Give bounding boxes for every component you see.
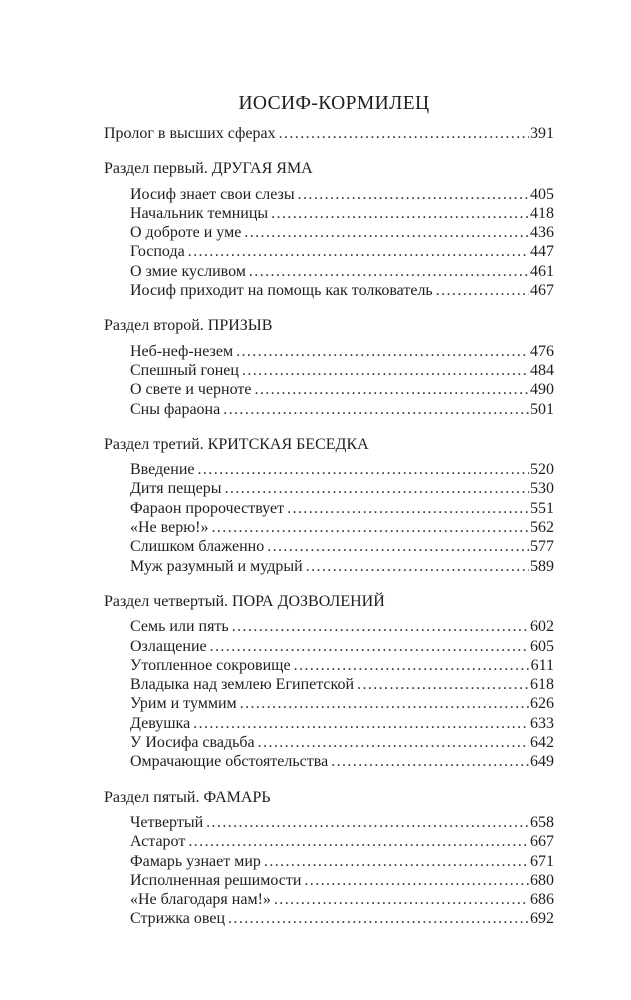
entry-title: Иосиф знает свои слезы	[130, 185, 295, 203]
toc-entry	[104, 281, 554, 300]
toc-entry	[104, 694, 554, 713]
entry-title: У Иосифа свадьба	[130, 734, 255, 752]
entry-title: Озлащение	[130, 637, 207, 655]
entry-title: Начальник темницы	[130, 204, 269, 222]
page-number: 520	[530, 461, 554, 479]
entry-title: Введение	[130, 461, 195, 479]
toc-entry	[104, 733, 554, 752]
dot-leader	[228, 909, 529, 928]
toc-entry	[104, 400, 554, 419]
toc-entry	[104, 361, 554, 380]
dot-leader	[258, 733, 529, 752]
toc-entry	[104, 813, 554, 832]
dot-leader	[306, 557, 529, 576]
section-heading: Раздел первый. ДРУГАЯ ЯМА	[104, 160, 313, 178]
entry-title: О доброте и уме	[130, 224, 242, 242]
toc-entry	[104, 890, 554, 909]
page-number: 602	[530, 618, 554, 636]
page-number: 562	[530, 519, 554, 537]
page-number: 447	[530, 243, 554, 261]
page-number: 633	[530, 714, 554, 732]
table-of-contents	[104, 92, 554, 929]
entry-title: Дитя пещеры	[130, 480, 222, 498]
page-number: 692	[530, 910, 554, 928]
page-number: 530	[530, 480, 554, 498]
toc-entry	[104, 637, 554, 656]
entry-title: Сны фараона	[130, 400, 221, 418]
toc-entry	[104, 185, 554, 204]
toc-entry	[104, 342, 554, 361]
dot-leader	[274, 890, 529, 909]
page-number: 461	[530, 262, 554, 280]
toc-entry	[104, 617, 554, 636]
entry-title: Неб-неф-незем	[130, 342, 234, 360]
page-number: 484	[530, 361, 554, 379]
page-number: 605	[530, 637, 554, 655]
dot-leader	[298, 185, 529, 204]
page-number: 611	[530, 656, 554, 674]
dot-leader	[271, 204, 529, 223]
dot-leader	[357, 675, 529, 694]
dot-leader	[193, 714, 529, 733]
page-number: 589	[530, 557, 554, 575]
page-number: 501	[530, 400, 554, 418]
entry-title: Владыка над землею Египетской	[130, 676, 355, 694]
page-number: 618	[530, 676, 554, 694]
toc-entry	[104, 460, 554, 479]
entry-title: Девушка	[130, 714, 191, 732]
dot-leader	[198, 460, 530, 479]
page-number: 405	[530, 185, 554, 203]
page-number: 577	[530, 538, 554, 556]
dot-leader	[188, 242, 529, 261]
entry-title: Муж разумный и мудрый	[130, 557, 303, 575]
toc-entry	[104, 262, 554, 281]
page-number: 490	[530, 381, 554, 399]
entry-title: Четвертый	[130, 813, 204, 831]
dot-leader	[436, 281, 529, 300]
page-number: 476	[530, 342, 554, 360]
dot-leader	[254, 380, 529, 399]
toc-entry	[104, 656, 554, 675]
toc-entry	[104, 537, 554, 556]
toc-entry	[104, 242, 554, 261]
toc-entry	[104, 518, 554, 537]
page-number: 642	[530, 734, 554, 752]
dot-leader	[294, 656, 530, 675]
entry-title: Семь или пять	[130, 618, 229, 636]
part-title: ИОСИФ-КОРМИЛЕЦ	[238, 93, 430, 114]
toc-entry	[104, 832, 554, 851]
dot-leader	[264, 852, 529, 871]
toc-entry	[104, 852, 554, 871]
toc-entry-prologue	[104, 124, 554, 143]
toc-entry	[104, 714, 554, 733]
entry-title: О змие кусливом	[130, 262, 246, 280]
entry-title: Астарот	[130, 833, 186, 851]
dot-leader	[206, 813, 529, 832]
entry-title: Урим и туммим	[130, 695, 237, 713]
entry-title: «Не верю!»	[130, 519, 209, 537]
entry-title: Стрижка овец	[130, 910, 226, 928]
toc-entry	[104, 909, 554, 928]
entry-title: Спешный гонец	[130, 361, 239, 379]
entry-title: Омрачающие обстоятельства	[130, 753, 329, 771]
section-heading: Раздел второй. ПРИЗЫВ	[104, 317, 273, 335]
toc-entry	[104, 752, 554, 771]
entry-title: «Не благодаря нам!»	[130, 891, 271, 909]
entry-title: Утопленное сокровище	[130, 656, 291, 674]
entry-title: Фараон пророчествует	[130, 499, 285, 517]
entry-title: Фамарь узнает мир	[130, 852, 261, 870]
entry-title: Слишком блаженно	[130, 538, 265, 556]
page-number: 649	[530, 753, 554, 771]
dot-leader	[212, 518, 530, 537]
page-number: 436	[530, 224, 554, 242]
toc-entry	[104, 499, 554, 518]
dot-leader	[232, 617, 529, 636]
entry-title: Исполненная решимости	[130, 871, 302, 889]
dot-leader	[249, 262, 529, 281]
dot-leader	[267, 537, 529, 556]
toc-entry	[104, 557, 554, 576]
dot-leader	[240, 694, 529, 713]
dot-leader	[223, 400, 529, 419]
section-heading: Раздел пятый. ФАМАРЬ	[104, 788, 271, 806]
dot-leader	[188, 832, 529, 851]
toc-entry	[104, 479, 554, 498]
dot-leader	[224, 479, 529, 498]
page-number: 680	[530, 871, 554, 889]
page-number: 658	[530, 813, 554, 831]
toc-entry	[104, 380, 554, 399]
page-number: 391	[530, 125, 554, 142]
dot-leader	[242, 361, 529, 380]
page-number: 671	[530, 852, 554, 870]
page-number: 551	[530, 499, 554, 517]
page-number: 626	[530, 695, 554, 713]
section-heading: Раздел четвертый. ПОРА ДОЗВОЛЕНИЙ	[104, 592, 385, 610]
dot-leader	[331, 752, 529, 771]
toc-entry	[104, 871, 554, 890]
entry-title: Иосиф приходит на помощь как толкователь	[130, 282, 433, 300]
dot-leader	[279, 124, 529, 143]
toc-entry	[104, 204, 554, 223]
dot-leader	[236, 342, 529, 361]
page-number: 686	[530, 891, 554, 909]
toc-entry	[104, 223, 554, 242]
entry-title: Господа	[130, 243, 185, 261]
page-number: 667	[530, 833, 554, 851]
sections	[104, 159, 554, 928]
entry-title: Пролог в высших сферах	[104, 125, 276, 142]
entry-title: О свете и черноте	[130, 381, 252, 399]
section-heading: Раздел третий. КРИТСКАЯ БЕСЕДКА	[104, 435, 369, 453]
dot-leader	[287, 499, 529, 518]
dot-leader	[244, 223, 529, 242]
dot-leader	[304, 871, 529, 890]
page-number: 418	[530, 204, 554, 222]
page-number: 467	[530, 282, 554, 300]
toc-entry	[104, 675, 554, 694]
dot-leader	[210, 637, 529, 656]
